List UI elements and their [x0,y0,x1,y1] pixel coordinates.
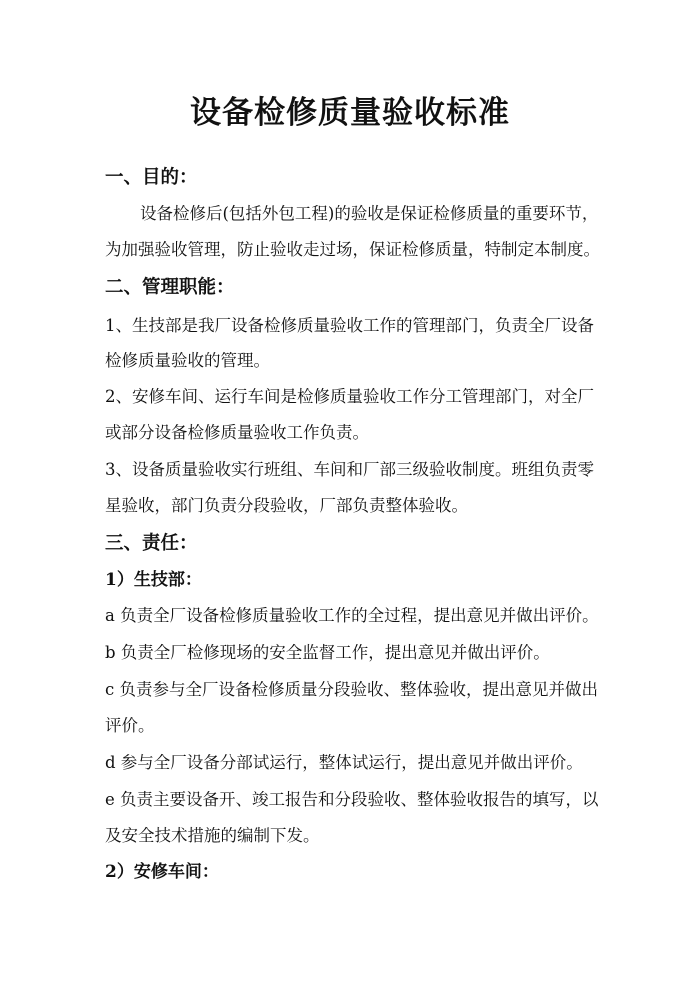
management-line-1: 1、生技部是我厂设备检修质量验收工作的管理部门，负责全厂设备 [105,316,594,335]
responsibility-line-a: a 负责全厂设备检修质量验收工作的全过程，提出意见并做出评价。 [105,606,599,625]
responsibility-line-e-cont: 及安全技术措施的编制下发。 [105,826,320,845]
purpose-line-1: 设备检修后(包括外包工程)的验收是保证检修质量的重要环节， [140,204,599,223]
responsibility-line-d: d 参与全厂设备分部试运行，整体试运行，提出意见并做出评价。 [105,753,583,772]
heading-responsibility: 三、责任： [105,533,198,554]
responsibility-line-e: e 负责主要设备开、竣工报告和分段验收、整体验收报告的填写，以 [105,790,599,809]
management-line-3: 2、安修车间、运行车间是检修质量验收工作分工管理部门，对全厂 [105,387,594,406]
management-line-6: 星验收，部门负责分段验收，厂部负责整体验收。 [105,496,468,515]
responsibility-line-c-cont: 评价。 [105,716,155,735]
purpose-line-2: 为加强验收管理，防止验收走过场，保证检修质量，特制定本制度。 [105,240,600,259]
heading-purpose: 一、目的： [105,167,198,188]
subheading-tech-dept: 1）生技部： [105,570,202,590]
subheading-maintenance-workshop: 2）安修车间： [105,862,219,882]
responsibility-line-b: b 负责全厂检修现场的安全监督工作，提出意见并做出评价。 [105,643,550,662]
document-title: 设备检修质量验收标准 [190,95,510,131]
management-line-2: 检修质量验收的管理。 [105,351,270,370]
management-line-4: 或部分设备检修质量验收工作负责。 [105,423,369,442]
heading-management: 二、管理职能： [105,277,235,298]
responsibility-line-c: c 负责参与全厂设备检修质量分段验收、整体验收，提出意见并做出 [105,680,598,699]
management-line-5: 3、设备质量验收实行班组、车间和厂部三级验收制度。班组负责零 [105,460,594,479]
